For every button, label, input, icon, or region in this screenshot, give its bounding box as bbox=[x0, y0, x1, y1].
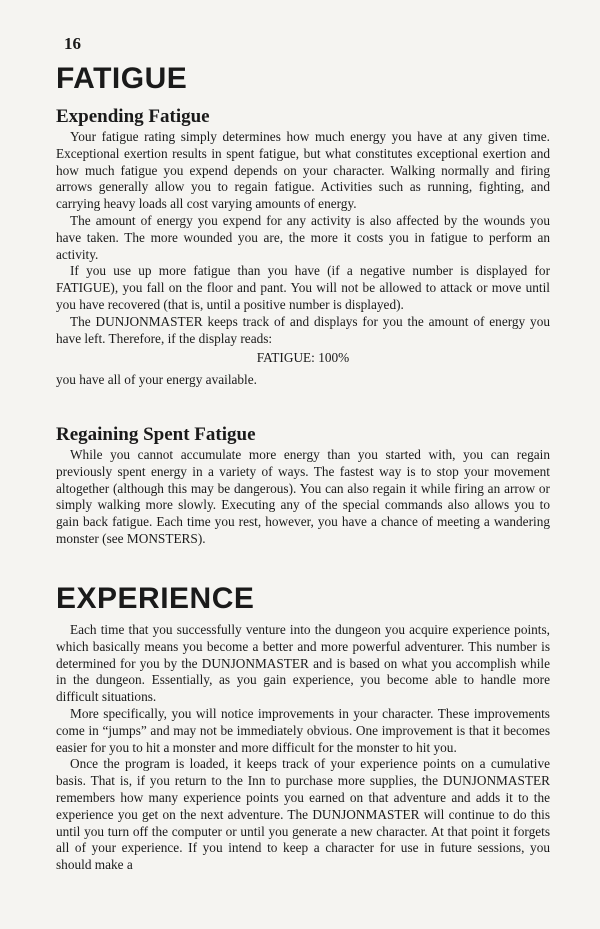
paragraph: If you use up more fatigue than you have (if a negative number is displayed for FATIGUE), you fall on the floor and pant. You will not be allowed to attack or move until you have recovered (that is, until a positive number is displayed). bbox=[56, 263, 550, 312]
paragraph: Your fatigue rating simply determines how much energy you have at any given time. Exceptional exertion results in spent fatigue, but what constitutes exceptional exertion and how much fatigue you expend depends on your character. Walking normally and firing arrows generally allow you to regain fatigue. Activities such as running, fighting, and carrying heavy loads all cost varying amounts of energy. bbox=[56, 129, 550, 212]
paragraph: you have all of your energy available. bbox=[56, 372, 257, 388]
fatigue-display-example: FATIGUE: 100% bbox=[256, 350, 350, 366]
regaining-fatigue-body bbox=[56, 447, 550, 548]
section-heading-expending-fatigue: Expending Fatigue bbox=[56, 106, 210, 127]
experience-body bbox=[56, 622, 550, 874]
paragraph: More specifically, you will notice improvements in your character. These improvements come in “jumps” and may not be immediately obvious. One improvement is that it becomes easier for you to hit a monster and more difficult for the monster to hit you. bbox=[56, 705, 550, 755]
paragraph: The DUNJONMASTER keeps track of and displays for you the amount of energy you have left. Therefore, if the display reads: bbox=[56, 313, 550, 346]
paragraph: The amount of energy you expend for any activity is also affected by the wounds you have taken. The more wounded you are, the more it costs you in fatigue to perform an activity. bbox=[56, 212, 550, 262]
paragraph: Each time that you successfully venture into the dungeon you acquire experience points, which basically means you become a better and more powerful adventurer. This number is determined for you by the DUNJONMASTER and is based on what you accomplish while in the dungeon. Essentially, as you gain experience, you become able to handle more difficult situations. bbox=[56, 622, 550, 705]
chapter-title-fatigue: FATIGUE bbox=[56, 62, 188, 95]
section-heading-regaining-fatigue: Regaining Spent Fatigue bbox=[56, 424, 256, 445]
paragraph: Once the program is loaded, it keeps track of your experience points on a cumulative basis. That is, if you return to the Inn to purchase more supplies, the DUNJONMASTER remembers how many experience points you earned on that adventure and adds it to the experience you get on the next adventure. The DUNJONMASTER will continue to do this until you turn off the computer or until you generate a new character. At that point it forgets all of your experience. If you intend to keep a character for use in future sessions, you should make a bbox=[56, 756, 550, 873]
expending-fatigue-body bbox=[56, 129, 550, 389]
chapter-title-experience: EXPERIENCE bbox=[56, 582, 255, 615]
paragraph: While you cannot accumulate more energy than you started with, you can regain previously spent energy in a variety of ways. The fastest way is to stop your movement altogether (although this may be dangerous). You can also regain it while firing an arrow or simply walking more slowly. Executing any of the special commands also allows you to gain back fatigue. Each time you rest, however, you have a chance of meeting a wandering monster (see MONSTERS). bbox=[56, 447, 550, 546]
page-number: 16 bbox=[64, 34, 81, 53]
